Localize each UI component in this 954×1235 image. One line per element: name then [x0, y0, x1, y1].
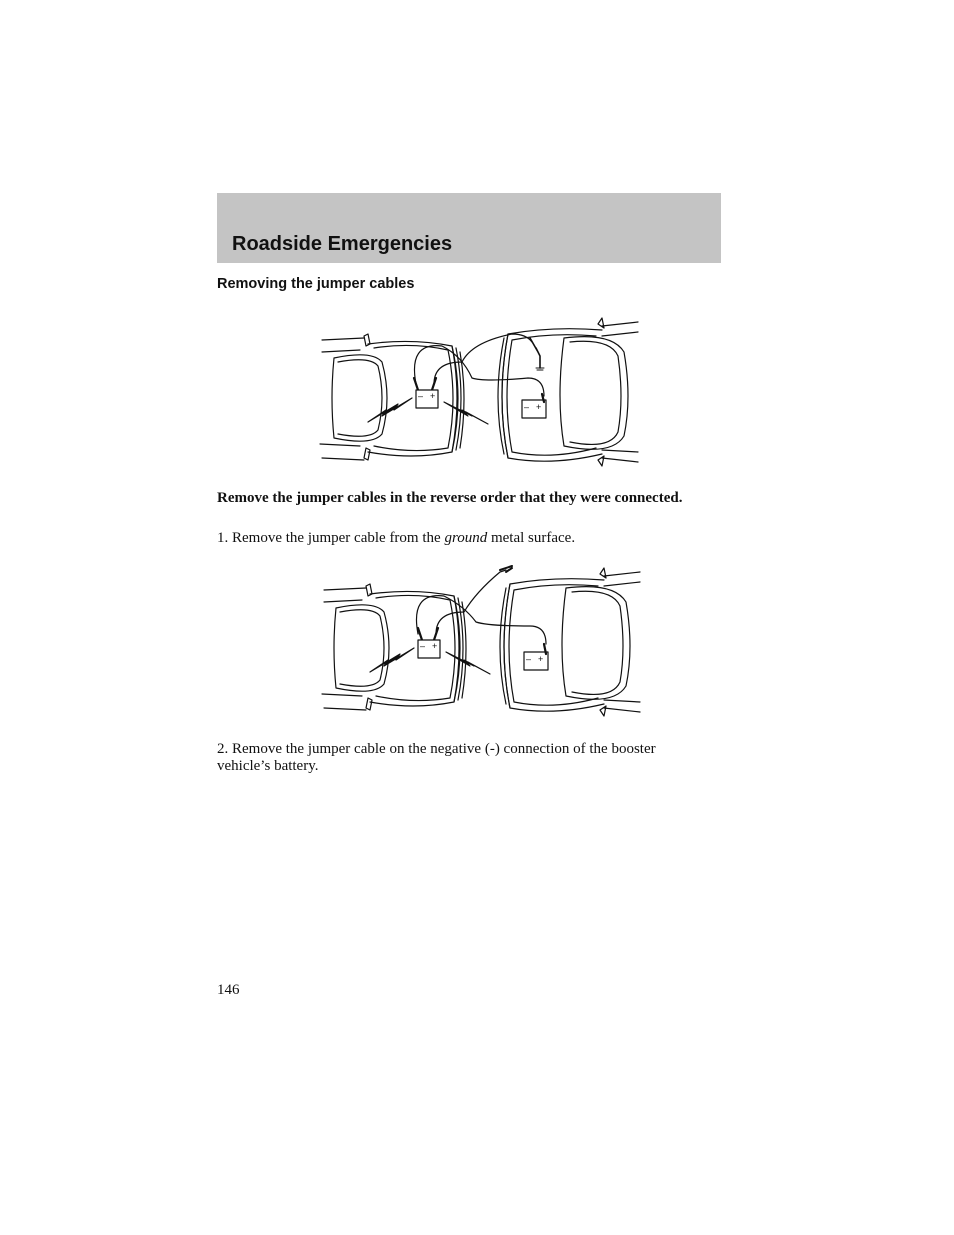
page-title: Roadside Emergencies	[232, 233, 453, 255]
section-heading: Removing the jumper cables	[217, 276, 415, 292]
booster-negative-label: –	[526, 654, 532, 664]
intro-paragraph: Remove the jumper cables in the reverse order that they were connected.	[217, 490, 683, 506]
cable-negative	[434, 334, 532, 384]
disabled-vehicle-outline	[320, 334, 464, 460]
step-1-emphasis: ground	[444, 530, 488, 546]
spark-icon	[444, 402, 488, 424]
step-2: 2. Remove the jumper cable on the negative (-) connection of the booster vehicle’s battery.	[217, 741, 656, 774]
spark-icon	[370, 648, 414, 672]
cable-negative	[436, 570, 506, 634]
booster-negative-label: –	[524, 402, 530, 412]
header-band	[217, 193, 721, 263]
booster-positive-label: +	[538, 654, 544, 664]
cable-positive	[414, 346, 544, 396]
ground-clamp	[530, 338, 540, 368]
jumper-cables-diagram-1	[312, 312, 648, 474]
booster-vehicle-outline	[498, 318, 638, 466]
page-number: 146	[217, 982, 240, 998]
battery-negative-label: –	[420, 641, 426, 651]
battery-negative-label: –	[418, 391, 424, 401]
step-1	[217, 530, 707, 547]
battery-positive-label: +	[432, 641, 438, 651]
step-1-text: 1. Remove the jumper cable from the	[217, 530, 445, 546]
step-1-text-end: metal surface.	[487, 530, 576, 546]
jumper-cables-diagram-2	[312, 562, 648, 724]
disabled-vehicle-outline	[322, 584, 466, 710]
booster-vehicle-outline	[500, 568, 640, 716]
spark-icon	[368, 398, 412, 422]
battery-positive-label: +	[430, 391, 436, 401]
booster-positive-label: +	[536, 402, 542, 412]
spark-icon	[446, 652, 490, 674]
